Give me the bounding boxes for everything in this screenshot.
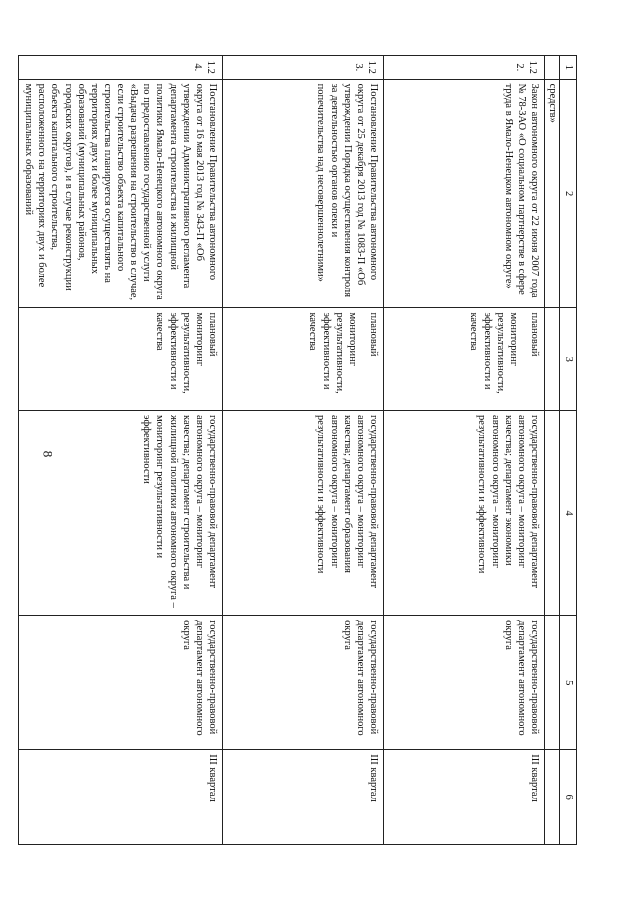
document-title: Постановление Правительства автономного округа от 25 декабря 2013 год № 1083-П «Об утверждении Порядка осуществления контроля за деятельностью органов опеки и попечительства над несовершеннолетними» [223, 79, 384, 308]
monitoring-kind: мониторинг результативности, эффективности и качества [468, 312, 519, 394]
responsible-bodies: государственно-правовой департамент автономного округа – мониторинг качества; департамент экономики автономного округа – мониторинг результативности и эффективности [384, 411, 545, 616]
row-number: 1.23. [223, 56, 384, 80]
coordinator: государственно-правовой департамент автономного округа [384, 616, 545, 750]
monitoring-kind: мониторинг результативности, эффективности и качества [307, 312, 358, 394]
table-row [384, 56, 545, 845]
monitoring-type [384, 308, 545, 411]
monitoring-basis: плановый [529, 312, 540, 357]
monitoring-kind: мониторинг результативности, эффективности и качества [154, 312, 205, 394]
column-header: 4 [560, 411, 577, 616]
row-number: 1.24. [19, 56, 223, 80]
monitoring-plan-table [18, 55, 577, 845]
responsible-bodies: государственно-правовой департамент автономного округа – мониторинг качества; департамент строительства и жилищной политики автономного округа – мониторинг результативности и эффективности [19, 411, 223, 616]
column-header: 1 [560, 56, 577, 80]
column-header: 2 [560, 79, 577, 308]
document-title: Закон автономного округа от 22 июня 2007 года № 78-ЗАО «О социальном партнерстве в сфере труда в Ямало-Ненецком автономном округе» [384, 79, 545, 308]
carryover-row [545, 56, 560, 845]
carryover-text: средств» [545, 79, 560, 308]
monitoring-basis: плановый [368, 312, 379, 357]
coordinator: государственно-правовой департамент автономного округа [19, 616, 223, 750]
monitoring-type [19, 308, 223, 411]
column-header: 3 [560, 308, 577, 411]
coordinator: государственно-правовой департамент автономного округа [223, 616, 384, 750]
column-header: 5 [560, 616, 577, 750]
deadline: III квартал [223, 750, 384, 845]
deadline: III квартал [384, 750, 545, 845]
deadline: III квартал [19, 750, 223, 845]
table-row [223, 56, 384, 845]
monitoring-type [223, 308, 384, 411]
table-row [19, 56, 223, 845]
monitoring-basis: плановый [207, 312, 218, 357]
responsible-bodies: государственно-правовой департамент автономного округа – мониторинг качества; департамент образования автономного округа – мониторинг результативности и эффективности [223, 411, 384, 616]
header-row [560, 56, 577, 845]
document-title: Постановление Правительства автономного округа от 16 мая 2013 год № 343-П «Об утверждении Административного регламента департамента строительства и жилищной политики Ямало-Ненецкого автономного округа по предоставлению государственной услуги «Выдача разрешения на строительство в случае, если строительство объекта капитального строительства планируется осуществлять на территориях двух и более муниципальных образований (муниципальных районов, городских округов), и в случае реконструкции объекта капитального строительства, расположенного на территориях двух и более муниципальных образований [19, 79, 223, 308]
page-number: 8 [40, 450, 56, 458]
column-header: 6 [560, 750, 577, 845]
row-number: 1.22. [384, 56, 545, 80]
rotated-page-content [23, 55, 577, 845]
